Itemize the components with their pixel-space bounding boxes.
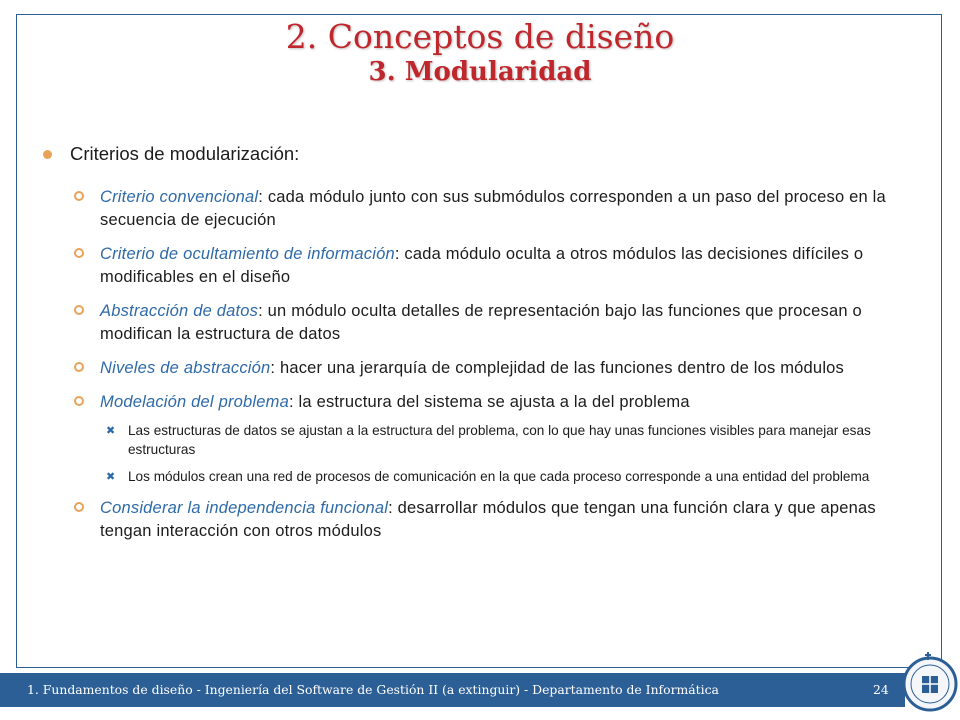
ring-bullet-icon <box>74 305 84 315</box>
slide-title: 2. Conceptos de diseño <box>285 17 675 56</box>
sub-item-text: Las estructuras de datos se ajustan a la estructura del problema, con lo que hay unas funciones visibles para manejar esas estructuras <box>128 423 871 457</box>
item-text: : cada módulo junto con sus submódulos corresponden a un paso del proceso en la secuencia de ejecución <box>100 188 886 229</box>
footer-bar <box>0 673 905 707</box>
item-text: : hacer una jerarquía de complejidad de las funciones dentro de los módulos <box>270 359 845 377</box>
item-text: : desarrollar módulos que tengan una función clara y que apenas tengan interacción con otros módulos <box>100 499 876 540</box>
item-text: : cada módulo oculta a otros módulos las decisiones difíciles o modificables en el diseño <box>100 245 864 286</box>
sub-item-text: Los módulos crean una red de procesos de comunicación en la que cada proceso corresponde a una entidad del problema <box>128 469 870 484</box>
page-number: 24 <box>873 682 889 697</box>
item-term: Abstracción de datos <box>100 302 259 320</box>
item-term: Considerar la independencia funcional <box>100 499 389 517</box>
sub-list-item <box>40 467 920 486</box>
ring-bullet-icon <box>74 362 84 372</box>
x-bullet-icon: ✖ <box>106 471 116 483</box>
content-heading: Criterios de modularización: <box>70 143 300 164</box>
item-text: : un módulo oculta detalles de representación bajo las funciones que procesan o modifican la estructura de datos <box>100 302 862 343</box>
ring-bullet-icon <box>74 248 84 258</box>
item-text: : la estructura del sistema se ajusta a la del problema <box>288 393 690 411</box>
item-term: Niveles de abstracción <box>100 359 271 377</box>
list-item <box>40 300 920 346</box>
slide-content <box>40 142 920 554</box>
bullet-dot-icon <box>43 150 52 159</box>
ring-bullet-icon <box>74 191 84 201</box>
item-term: Criterio de ocultamiento de información <box>100 245 395 263</box>
x-bullet-icon: ✖ <box>106 425 116 437</box>
list-item <box>40 497 920 543</box>
list-item <box>40 391 920 414</box>
item-term: Criterio convencional <box>100 188 259 206</box>
slide-subtitle: 3. Modularidad <box>368 57 592 87</box>
ring-bullet-icon <box>74 396 84 406</box>
sub-list-item <box>40 421 920 459</box>
ring-bullet-icon <box>74 502 84 512</box>
bullet-level1 <box>40 142 920 166</box>
university-seal-icon <box>896 640 958 720</box>
list-item <box>40 186 920 232</box>
footer-text: 1. Fundamentos de diseño - Ingeniería del Software de Gestión II (a extinguir) - Departamento de Informática <box>27 682 719 697</box>
list-item <box>40 357 920 380</box>
item-term: Modelación del problema <box>100 393 289 411</box>
list-item <box>40 243 920 289</box>
title-block <box>0 18 960 88</box>
